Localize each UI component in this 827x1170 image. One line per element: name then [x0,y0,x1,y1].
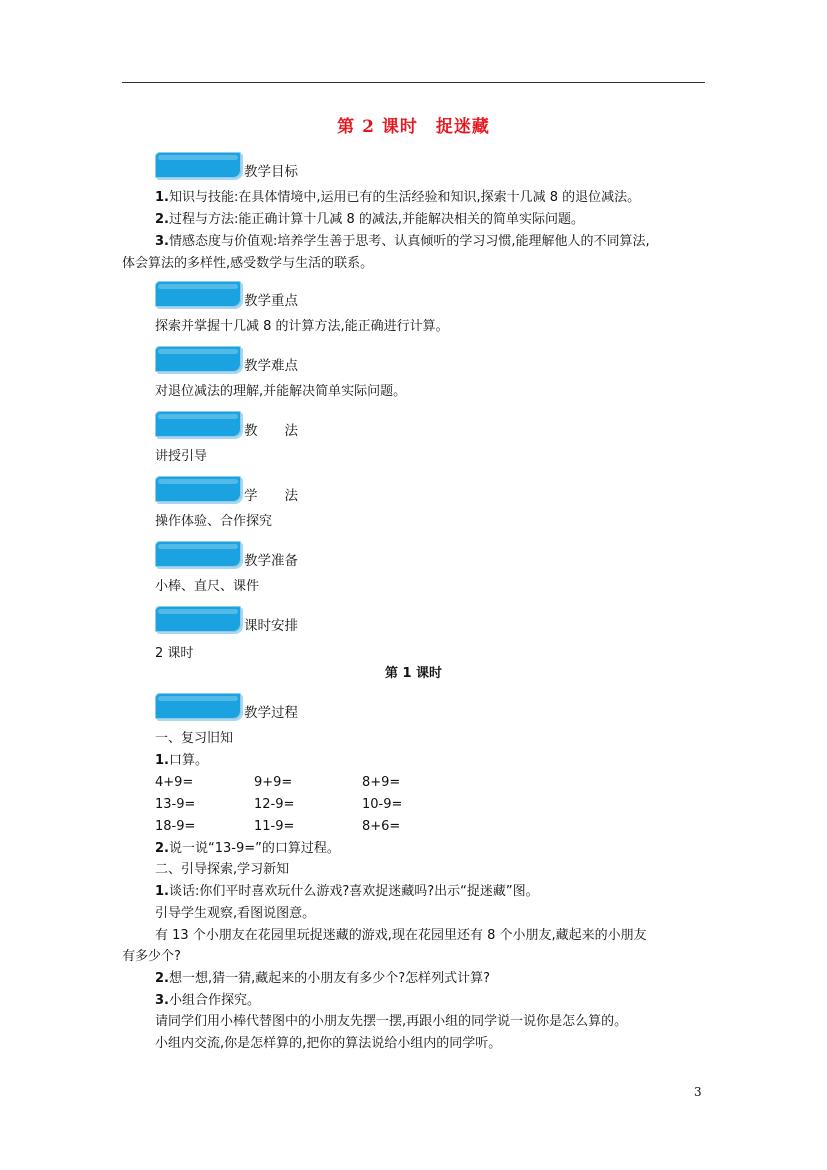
calc-cell: 8+9= [362,775,401,790]
difficulties-text: 对退位减法的理解,并能解决简单实际问题。 [155,384,407,399]
page-number: 3 [694,1085,702,1099]
section-label: 教学目标 [244,164,298,180]
process-paragraph: 有 13 个小朋友在花园里玩捉迷藏的游戏,现在花园里还有 8 个小朋友,藏起来的小朋友 [155,928,647,943]
process-item: 2.想一想,猜一猜,藏起来的小朋友有多少个?怎样列式计算? [155,971,491,986]
calc-cell: 8+6= [362,819,401,834]
process-item: 1.口算。 [155,753,208,768]
section-badge [155,152,241,178]
lesson-title: 第 1 课时 [384,666,443,681]
section-label: 课时安排 [244,618,298,634]
process-paragraph: 小组内交流,你是怎样算的,把你的算法说给小组内的同学听。 [155,1036,502,1051]
preparation-text: 小棒、直尺、课件 [155,579,260,594]
calc-cell: 18-9= [155,819,196,834]
objective-line: 体会算法的多样性,感受数学与生活的联系。 [122,256,374,271]
objective-line: 2.过程与方法:能正确计算十几减 8 的减法,并能解决相关的简单实际问题。 [155,212,585,227]
schedule-text: 2 课时 [155,646,194,661]
section-label: 学 法 [244,488,298,504]
process-part-heading: 二、引导探索,学习新知 [155,862,290,877]
section-badge [155,476,241,502]
section-label: 教 法 [244,423,298,439]
calc-cell: 10-9= [362,797,403,812]
section-badge [155,693,241,719]
section-label: 教学过程 [244,705,298,721]
section-badge [155,281,241,307]
section-badge [155,606,241,632]
calc-cell: 13-9= [155,797,196,812]
objective-line: 3.情感态度与价值观:培养学生善于思考、认真倾听的学习习惯,能理解他人的不同算法, [155,234,650,249]
section-label: 教学准备 [244,553,298,569]
section-label: 教学重点 [244,293,298,309]
process-item: 3.小组合作探究。 [155,993,260,1008]
section-badge [155,541,241,567]
header-rule [122,82,705,83]
objective-line: 1.知识与技能:在具体情境中,运用已有的生活经验和知识,探索十几减 8 的退位减法。 [155,190,641,205]
section-label: 教学难点 [244,358,298,374]
calc-cell: 11-9= [254,819,295,834]
calc-cell: 9+9= [254,775,293,790]
section-badge [155,411,241,437]
key-points-text: 探索并掌握十几减 8 的计算方法,能正确进行计算。 [155,319,449,334]
calc-cell: 12-9= [254,797,295,812]
process-paragraph: 有多少个? [122,949,181,964]
process-item: 2.说一说“13-9=”的口算过程。 [155,841,340,856]
process-item: 1.谈话:你们平时喜欢玩什么游戏?喜欢捉迷藏吗?出示“捉迷藏”图。 [155,884,539,899]
calc-cell: 4+9= [155,775,194,790]
learning-method-text: 操作体验、合作探究 [155,514,273,529]
process-paragraph: 请同学们用小棒代替图中的小朋友先摆一摆,再跟小组的同学说一说你是怎么算的。 [155,1014,628,1029]
section-badge [155,346,241,372]
page-title: 第 2 课时 捉迷藏 [337,117,490,137]
teaching-method-text: 讲授引导 [155,449,208,464]
process-paragraph: 引导学生观察,看图说图意。 [155,906,316,921]
process-part-heading: 一、复习旧知 [155,731,234,746]
